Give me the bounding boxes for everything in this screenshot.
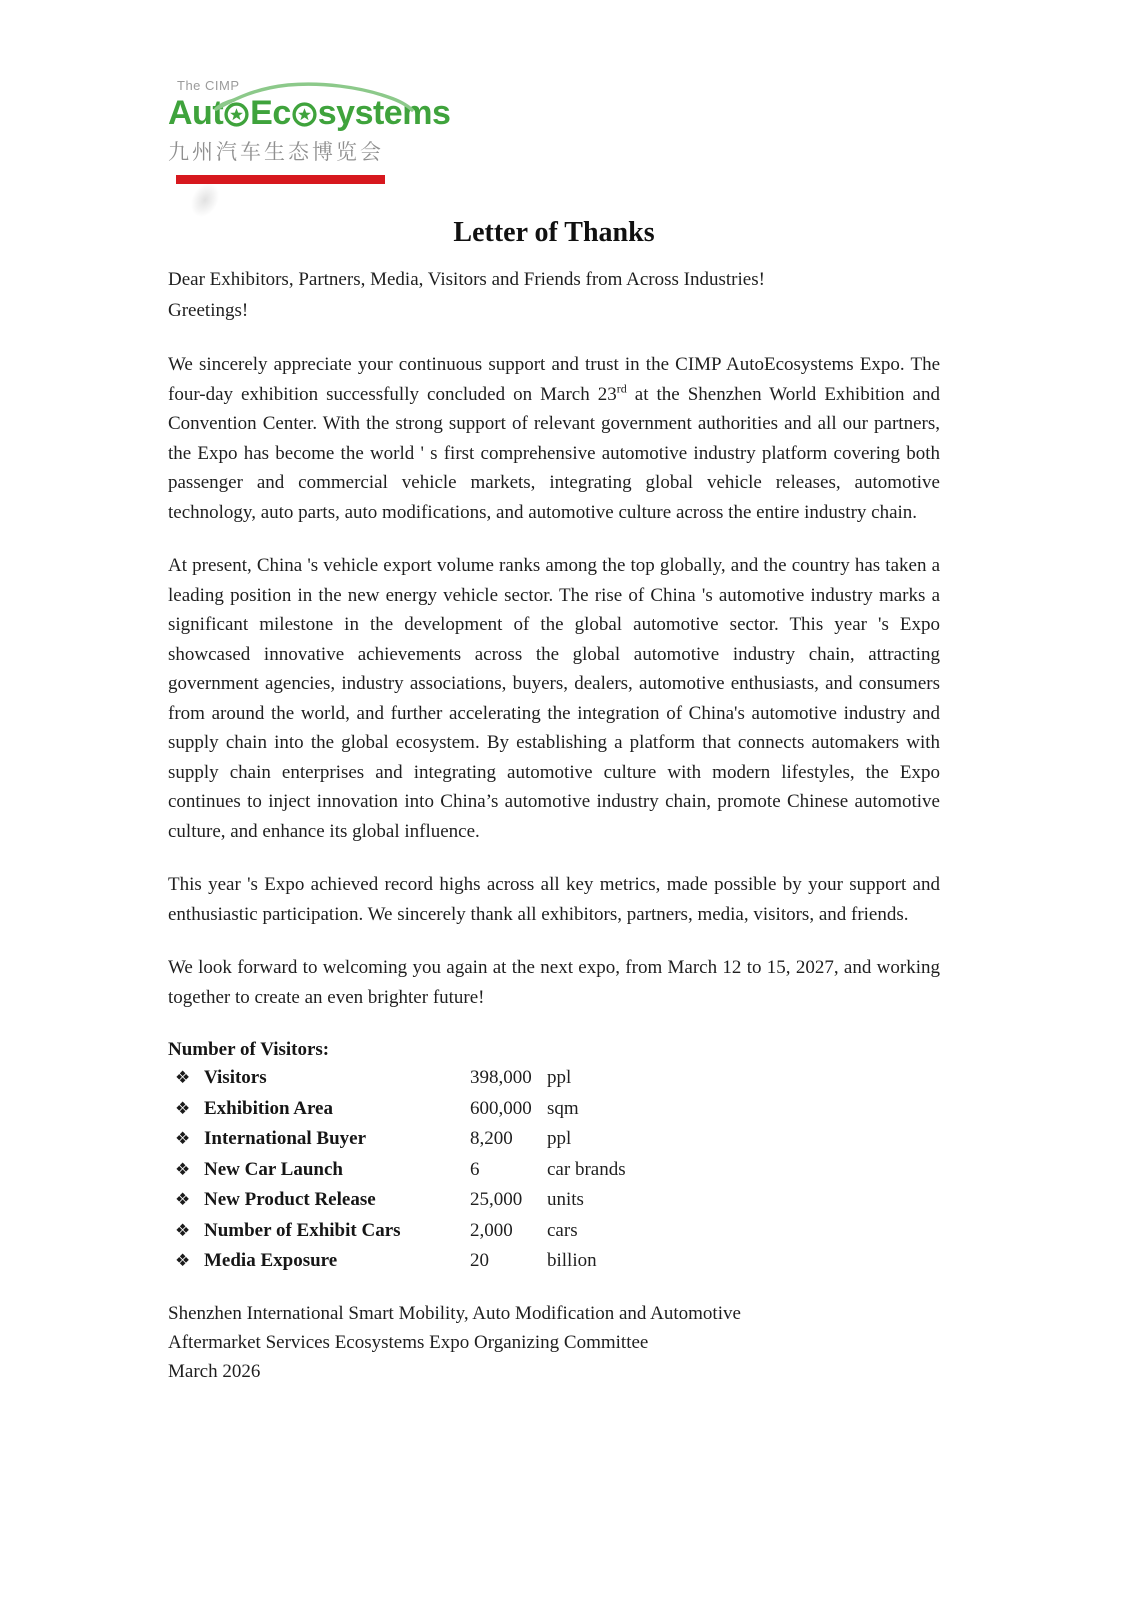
diamond-bullet-icon: ❖ (175, 1251, 191, 1270)
stat-row (168, 1216, 940, 1247)
signature-line-3: March 2026 (168, 1360, 261, 1382)
page-title: Letter of Thanks (453, 217, 655, 248)
stat-row (168, 1155, 940, 1186)
stat-label: New Product Release (204, 1189, 376, 1210)
scan-smudge (185, 178, 225, 222)
stat-label: Media Exposure (204, 1250, 338, 1271)
stat-row (168, 1124, 940, 1155)
ordinal-superscript: rd (616, 381, 627, 396)
paragraph-1 (168, 350, 940, 527)
stat-unit: cars (547, 1219, 578, 1241)
diamond-bullet-icon: ❖ (175, 1098, 191, 1118)
stats-list (168, 1063, 940, 1277)
stat-label: New Car Launch (204, 1158, 343, 1180)
stat-value: 25,000 (470, 1189, 523, 1210)
salutation-block (168, 264, 940, 326)
stat-label: International Buyer (204, 1128, 367, 1149)
brand-text-part-2: Ec (250, 94, 291, 132)
logo-tagline: The CIMP (177, 78, 240, 93)
greeting-line: Greetings! (168, 300, 249, 321)
stat-value: 20 (470, 1250, 489, 1271)
wheel-icon (224, 102, 249, 127)
diamond-bullet-icon: ❖ (175, 1220, 191, 1240)
stat-label: Exhibition Area (204, 1097, 333, 1119)
expo-logo (168, 78, 940, 184)
paragraph-1-post: at the Shenzhen World Exhibition and Convention Center. With the strong support of relevant government authorities and all our partners, the Expo has become the world ' s first comprehensive automotive industry platform covering both passenger and commercial vehicle markets, integrating global vehicle releases, automotive technology, auto parts, auto modifications, and automotive culture across the entire industry chain. (168, 383, 940, 523)
brand-text-part-3: systems (317, 94, 451, 132)
letter-content (168, 78, 940, 1386)
stat-row (168, 1185, 940, 1216)
stat-value: 8,200 (470, 1128, 513, 1149)
stat-row (168, 1094, 940, 1125)
stat-unit: ppl (547, 1128, 572, 1149)
brand-wordmark (168, 94, 940, 132)
stat-unit: sqm (547, 1097, 579, 1119)
stats-heading: Number of Visitors: (168, 1039, 330, 1060)
stat-unit: car brands (547, 1158, 626, 1180)
paragraph-2: At present, China 's vehicle export volume ranks among the top globally, and the country has taken a leading position in the new energy vehicle sector. The rise of China 's automotive industry marks a significant milestone in the development of the global automotive sector. This year 's Expo showcased innovative achievements across the global automotive industry chain, attracting government agencies, industry associations, buyers, dealers, automotive enthusiasts, and consumers from around the world, and further accelerating the integration of China's automotive industry and supply chain into the global ecosystem. By establishing a platform that connects automakers with supply chain enterprises and integrating automotive culture with modern lifestyles, the Expo continues to inject innovation into China’s automotive industry chain, promote Chinese automotive culture, and enhance its global influence. (168, 555, 940, 842)
brand-text-part-1: Aut (168, 94, 224, 132)
diamond-bullet-icon: ❖ (175, 1129, 191, 1148)
salutation: Dear Exhibitors, Partners, Media, Visitors and Friends from Across Industries! (168, 269, 765, 290)
stat-label: Number of Exhibit Cars (204, 1219, 401, 1241)
stat-unit: ppl (547, 1067, 572, 1088)
paragraph-1-pre: We sincerely appreciate your continuous support and trust in the CIMP AutoEcosystems Expo. The four-day exhibition successfully concluded on March 23 (168, 354, 940, 405)
signature-block (168, 1299, 940, 1386)
stat-unit: units (547, 1189, 584, 1210)
logo-chinese-name: 九州汽车生态博览会 (168, 141, 384, 164)
stat-value: 600,000 (470, 1097, 532, 1119)
wheel-icon (292, 102, 317, 127)
diamond-bullet-icon: ❖ (175, 1190, 191, 1209)
diamond-bullet-icon: ❖ (175, 1068, 191, 1087)
stat-value: 398,000 (470, 1067, 532, 1088)
stat-label: Visitors (204, 1067, 267, 1088)
stat-value: 2,000 (470, 1219, 513, 1241)
stat-row (168, 1063, 940, 1094)
stat-value: 6 (470, 1158, 480, 1180)
stat-unit: billion (547, 1250, 597, 1271)
diamond-bullet-icon: ❖ (175, 1159, 191, 1179)
paragraph-4: We look forward to welcoming you again at the next expo, from March 12 to 15, 2027, and working together to create an even brighter future! (168, 957, 940, 1008)
paragraph-3: This year 's Expo achieved record highs across all key metrics, made possible by your support and enthusiastic participation. We sincerely thank all exhibitors, partners, media, visitors, and friends. (168, 874, 940, 925)
signature-line-2: Aftermarket Services Ecosystems Expo Organizing Committee (168, 1331, 649, 1353)
stat-row (168, 1246, 940, 1277)
signature-line-1: Shenzhen International Smart Mobility, Auto Modification and Automotive (168, 1302, 741, 1324)
